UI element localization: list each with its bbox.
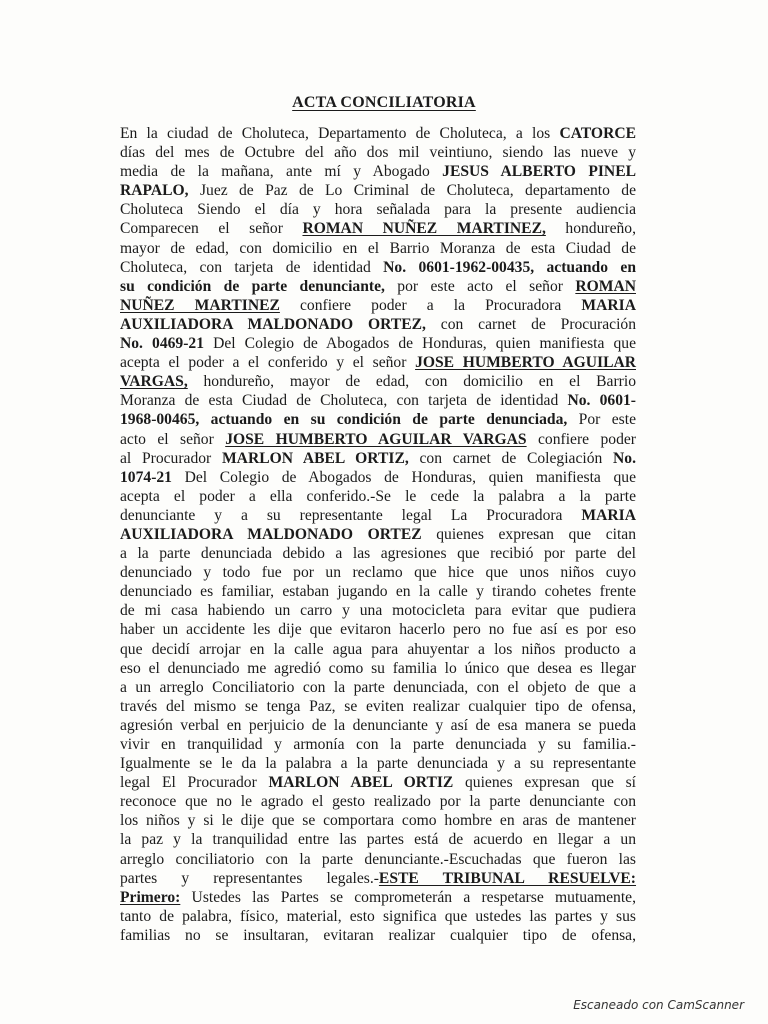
document-line (120, 430, 636, 449)
text-run: 1968-00465, actuando en su condición de parte denunciada, (120, 411, 568, 429)
text-run: vivir en tranquilidad y armonía con la parte denunciada y su familia.- (120, 736, 636, 753)
text-run: denunciado es familiar, estaban jugando en la calle y tirando cohetes frente (120, 583, 636, 601)
text-run: En la ciudad de Choluteca, Departamento de Choluteca, a los (120, 125, 560, 142)
text-run: Choluteca, con tarjeta de identidad (120, 258, 384, 276)
document-line (120, 620, 636, 639)
document-title-text: ACTA CONCILIATORIA (292, 94, 476, 111)
text-run: 1074-21 (120, 468, 172, 486)
text-run: media de la mañana, ante mí y Abogado (120, 163, 443, 181)
text-run: su condición de parte denunciante, (120, 277, 385, 295)
text-run: RAPALO, (120, 182, 189, 200)
text-run: MARLON ABEL ORTIZ, (221, 449, 409, 467)
document-line (120, 697, 636, 716)
text-run: ESTE TRIBUNAL RESUELVE: (378, 869, 637, 887)
document-line (120, 200, 636, 219)
text-run: legal El Procurador (120, 774, 269, 792)
text-run: Ustedes las Partes se comprometerán a respetarse mutuamente, (180, 888, 636, 906)
document-line (120, 754, 636, 773)
text-run: hondureño, (545, 220, 637, 238)
document-line (120, 926, 636, 945)
document-line (120, 391, 636, 410)
document-line (120, 143, 636, 162)
document-line (120, 601, 636, 620)
document-line (120, 773, 636, 792)
document-line (120, 869, 636, 888)
text-run: confiere poder a la Procuradora (279, 296, 582, 314)
text-run: al Procurador (120, 449, 222, 467)
text-run: AUXILIADORA MALDONADO ORTEZ (120, 525, 422, 543)
text-run: acepta el poder a el conferido y el señor (120, 354, 416, 372)
document-line (120, 468, 636, 487)
document-line (120, 315, 636, 334)
document-line (120, 830, 636, 849)
camscanner-watermark: Escaneado con CamScanner (573, 998, 744, 1012)
document-line (120, 277, 636, 296)
document-line (120, 296, 636, 315)
document-line (120, 678, 636, 697)
text-run: a un arreglo Conciliatorio con la parte denunciada, con el objeto de que a (120, 678, 636, 696)
text-run: a la parte denunciada debido a las agresiones que recibió por parte del (120, 545, 636, 563)
document-line (120, 850, 636, 869)
text-run: quienes expresan que citan (421, 525, 636, 543)
document-line (120, 487, 636, 506)
text-run: Choluteca Siendo el día y hora señalada para la presente audiencia (120, 201, 636, 219)
text-run: ROMAN NUÑEZ MARTINEZ, (302, 220, 546, 238)
text-run: haber un accidente les dije que evitaron hacerlo pero no fue así es por eso (120, 621, 636, 639)
text-run: quienes expresan que sí (453, 774, 636, 792)
text-run: de mi casa habiendo un carro y una motocicleta para evitar que pudiera (120, 602, 636, 620)
text-run: confiere poder (526, 430, 636, 448)
text-run: No. (613, 449, 636, 467)
text-run: MARIA (581, 296, 636, 314)
document-title (0, 94, 768, 112)
text-run: NUÑEZ MARTINEZ (120, 296, 280, 314)
document-line (120, 640, 636, 659)
text-run: denunciado y todo fue por un reclamo que hice que unos niños cuyo (120, 564, 636, 582)
document-line (120, 353, 636, 372)
text-run: con carnet de Colegiación (408, 449, 614, 467)
text-run: Del Colegio de Abogados de Honduras, quien manifiesta que (204, 335, 636, 353)
text-run: Comparecen el señor (120, 220, 303, 238)
text-run: agresión verbal en perjuicio de la denunciante y así de esa manera se pueda (120, 716, 636, 734)
document-line (120, 372, 636, 391)
text-run: AUXILIADORA MALDONADO ORTEZ, (120, 315, 426, 333)
document-line (120, 162, 636, 181)
text-run: acepta el poder a ella conferido.-Se le cede la palabra a la parte (120, 487, 636, 505)
text-run: Primero: (120, 888, 181, 906)
text-run: los niños y si le dije que se comportara como hombre en aras de mantener (120, 812, 636, 830)
text-run: Moranza de esta Ciudad de Choluteca, con tarjeta de identidad (120, 392, 568, 410)
text-run: que decidí arrojar en la calle agua para ahuyentar a los niños producto a (120, 640, 636, 658)
text-run: la paz y la tranquilidad entre las partes está de acuerdo en llegar a un (120, 831, 636, 849)
document-line (120, 219, 636, 238)
document-line (120, 792, 636, 811)
document-line (120, 181, 636, 200)
text-run: acto el señor (120, 430, 226, 448)
text-run: Del Colegio de Abogados de Honduras, quien manifiesta que (171, 468, 636, 486)
text-run: eso el denunciado me agredió como su familia lo único que desea es llegar (120, 659, 636, 677)
text-run: VARGAS, (120, 373, 188, 391)
document-line (120, 525, 636, 544)
document-line (120, 239, 636, 258)
text-run: No. 0469-21 (120, 335, 205, 353)
text-run: partes y representantes legales.- (120, 869, 379, 887)
text-run: mayor de edad, con domicilio en el Barrio Moranza de esta Ciudad de (120, 239, 636, 257)
document-line (120, 334, 636, 353)
text-run: denunciante y a su representante legal La Procuradora (120, 506, 582, 524)
text-run: arreglo conciliatorio con la parte denunciante.-Escuchadas que fueron las (120, 850, 636, 868)
document-line (120, 563, 636, 582)
document-line (120, 716, 636, 735)
text-run: No. 0601- (567, 392, 636, 410)
document-line (120, 506, 636, 525)
document-line (120, 410, 636, 429)
text-run: ROMAN (575, 277, 636, 295)
document-line (120, 888, 636, 907)
text-run: Igualmente se le da la palabra a la parte denunciada y a su representante (120, 755, 636, 773)
text-run: reconoce que no le agrado el gesto realizado por la parte denunciante con (120, 793, 636, 811)
text-run: JOSE HUMBERTO AGUILAR VARGAS (225, 430, 527, 448)
text-run: con carnet de Procuración (425, 315, 636, 333)
document-line (120, 544, 636, 563)
document-line (120, 124, 636, 143)
text-run: CATORCE (559, 125, 636, 142)
text-run: JESUS ALBERTO PINEL (442, 163, 636, 181)
text-run: Juez de Paz de Lo Criminal de Choluteca, departamento de (188, 182, 636, 200)
text-run: por este acto el señor (384, 277, 576, 295)
document-line (120, 258, 636, 277)
text-run: MARIA (581, 506, 636, 524)
document-line (120, 659, 636, 678)
document-line (120, 735, 636, 754)
text-run: través del mismo se tenga Paz, se eviten realizar cualquier tipo de ofensa, (120, 697, 636, 715)
text-run: tanto de palabra, físico, material, esto significa que ustedes las partes y sus (120, 907, 636, 925)
document-line (120, 582, 636, 601)
text-run: hondureño, mayor de edad, con domicilio en el Barrio (187, 373, 636, 391)
text-run: MARLON ABEL ORTIZ (268, 774, 454, 792)
text-run: familias no se insultaran, evitaran realizar cualquier tipo de ofensa, (120, 926, 636, 944)
text-run: días del mes de Octubre del año dos mil veintiuno, siendo las nueve y (120, 144, 636, 162)
document-line (120, 449, 636, 468)
document-line (120, 811, 636, 830)
text-run: JOSE HUMBERTO AGUILAR (415, 354, 636, 372)
document-line (120, 907, 636, 926)
text-run: Por este (567, 411, 636, 429)
document-body (120, 124, 636, 945)
text-run: No. 0601-1962-00435, actuando en (383, 258, 636, 276)
